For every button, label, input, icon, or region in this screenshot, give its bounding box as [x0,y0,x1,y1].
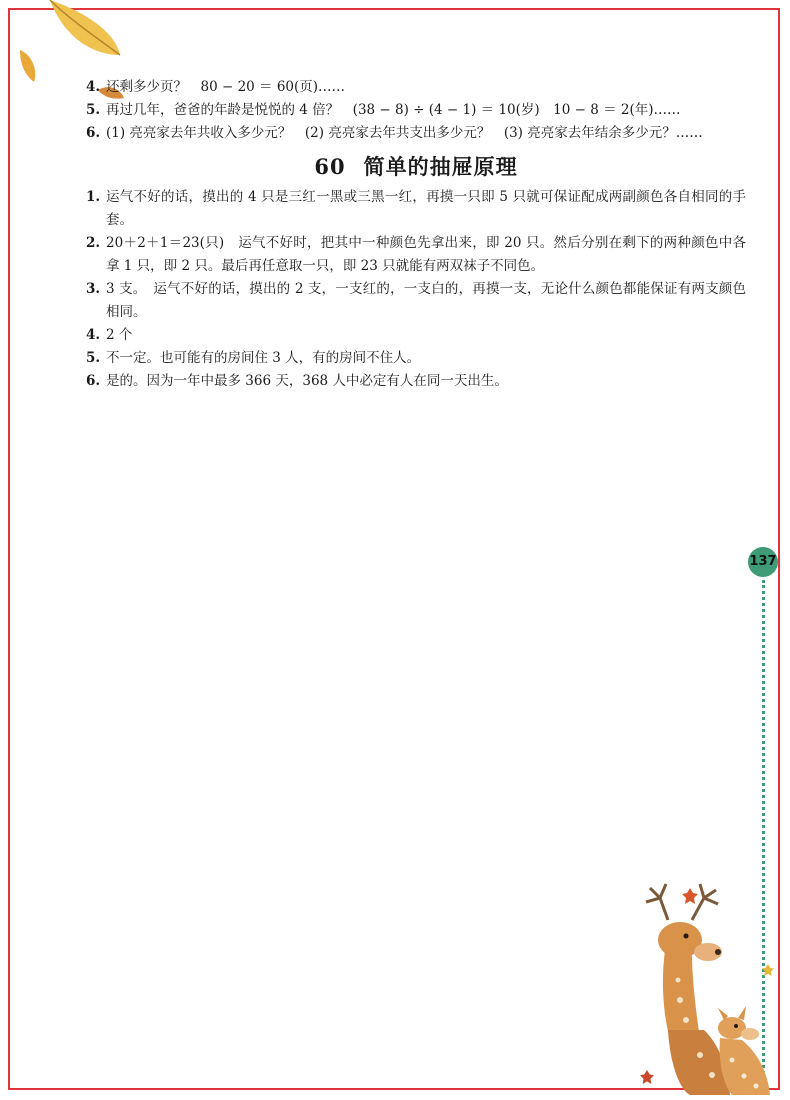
item-number: 5. [86,350,101,366]
section-title: 简单的抽屉原理 [363,154,518,179]
item-number: 2. [86,235,101,251]
list-item [86,347,746,370]
section-number: 60 [314,154,346,179]
item-number: 6. [86,373,101,389]
previous-answers [86,76,746,145]
list-item [86,370,746,393]
item-number: 4. [86,327,101,343]
answer-text: (1) 亮亮家去年共收入多少元？ (2) 亮亮家去年共支出多少元？ (3) 亮亮家去年结余多少元？…… [106,125,703,141]
answer-text: 3 支。 运气不好的话，摸出的 2 支，一支红的，一支白的，再摸一支，无论什么颜色都能保证有两支颜色相同。 [106,281,746,320]
item-number: 1. [86,189,101,205]
list-item [86,278,746,324]
answer-list [86,186,746,393]
answer-text: 是的。因为一年中最多 366 天，368 人中必定有人在同一天出生。 [106,373,508,389]
answer-text: 再过几年，爸爸的年龄是悦悦的 4 倍？ (38 − 8) ÷ (4 − 1) ＝ 10(岁) 10 − 8 ＝ 2(年)…… [106,102,681,118]
item-number: 3. [86,281,101,297]
list-item [86,232,746,278]
answer-text: 还剩多少页？ 80 − 20 ＝ 60(页)…… [106,79,346,95]
answer-content [86,76,746,393]
deer-illustration [620,880,780,1095]
answer-text: 运气不好的话，摸出的 4 只是三红一黑或三黑一红，再摸一只即 5 只就可保证配成两副颜色各自相同的手套。 [106,189,746,228]
page-number: 137 [748,547,778,577]
answer-text: 不一定。也可能有的房间住 3 人，有的房间不住人。 [106,350,421,366]
list-item [86,324,746,347]
list-item: 4. 还剩多少页？ 80 − 20 ＝ 60(页)…… [86,79,346,95]
list-item: 6. (1) 亮亮家去年共收入多少元？ (2) 亮亮家去年共支出多少元？ (3) 亮亮家去年结余多少元？…… [86,125,703,141]
section-heading [86,155,746,178]
list-item: 5. 再过几年，爸爸的年龄是悦悦的 4 倍？ (38 − 8) ÷ (4 − 1) ＝ 10(岁) 10 − 8 ＝ 2(年)…… [86,102,681,118]
answer-text: 20＋2＋1＝23(只) 运气不好时，把其中一种颜色先拿出来，即 20 只。然后分别在剩下的两种颜色中各拿 1 只，即 2 只。最后再任意取一只，即 23 只就能有两双袜子不同色。 [106,235,746,274]
list-item [86,186,746,232]
answer-text: 2 个 [106,327,133,343]
